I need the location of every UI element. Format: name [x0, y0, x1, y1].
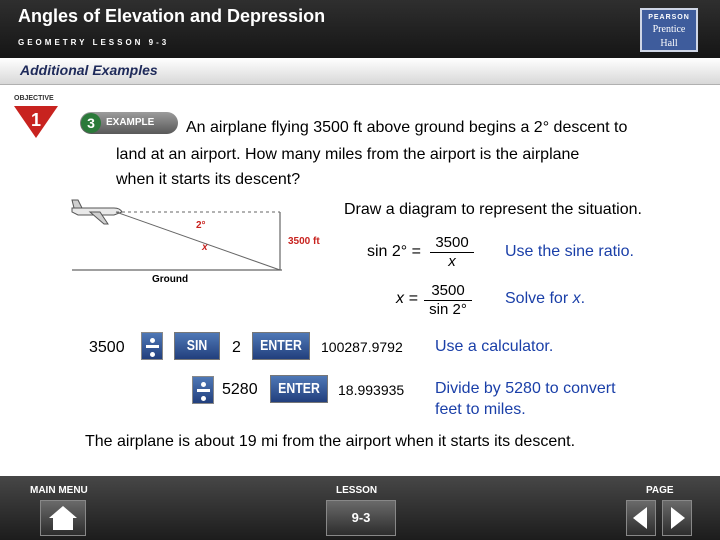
forward-arrow-icon: [663, 501, 691, 535]
divide-key-icon-2: [192, 376, 214, 404]
note-solve: [505, 290, 585, 308]
distance-label: x: [202, 242, 208, 253]
note-sine-ratio: Use the sine ratio.: [505, 243, 634, 260]
enter-key-1-label: ENTER: [260, 337, 302, 354]
note-solve-var: x: [572, 290, 581, 307]
calc-value-5280: 5280: [222, 381, 258, 398]
note-solve-suffix: .: [580, 290, 586, 307]
objective-badge: [14, 104, 58, 138]
calc-angle-2: 2: [232, 339, 241, 356]
solve-numerator: 3500: [431, 282, 465, 299]
lesson-button[interactable]: [326, 500, 396, 536]
lesson-button-label: 9-3: [351, 510, 371, 525]
sine-fraction: [430, 234, 474, 270]
sine-numerator: 3500: [435, 234, 469, 251]
next-page-button[interactable]: [662, 500, 692, 536]
ground-label: Ground: [152, 274, 189, 285]
back-arrow-icon: [627, 501, 655, 535]
home-icon: [41, 501, 85, 535]
publisher-imprint-1: Prentice: [652, 24, 686, 35]
note-calculator: Use a calculator.: [435, 338, 554, 355]
lesson-label: LESSON: [336, 485, 378, 496]
enter-key-2-label: ENTER: [278, 380, 320, 397]
divide-key-icon: [141, 332, 163, 360]
problem-line-1: An airplane flying 3500 ft above ground begins a 2° descent to: [186, 119, 628, 136]
note-convert-line-2: feet to miles.: [435, 401, 526, 418]
previous-page-button[interactable]: [626, 500, 656, 536]
step-diagram: Draw a diagram to represent the situation.: [344, 201, 642, 218]
objective-number: 1: [30, 110, 42, 130]
sine-equation-left: sin 2° =: [367, 243, 421, 260]
height-label: 3500 ft: [288, 236, 320, 247]
note-convert-line-1: Divide by 5280 to convert: [435, 380, 616, 397]
conclusion-text: The airplane is about 19 mi from the airport when it starts its descent.: [85, 433, 576, 450]
publisher-imprint-2: Hall: [660, 38, 678, 49]
objective-label: OBJECTIVE: [14, 95, 54, 102]
airplane-icon: [72, 200, 122, 224]
problem-line-2: land at an airport. How many miles from the airport is the airplane: [116, 146, 580, 163]
main-menu-button[interactable]: [40, 500, 86, 536]
note-convert: [435, 378, 616, 420]
sin-key: [174, 332, 220, 360]
descent-diagram: [64, 194, 336, 286]
lesson-subtitle: GEOMETRY LESSON 9-3: [18, 38, 170, 47]
main-menu-label: MAIN MENU: [30, 485, 88, 496]
problem-line-3: when it starts its descent?: [116, 171, 301, 188]
solve-equation-left: x =: [396, 290, 418, 307]
example-label: EXAMPLE: [106, 117, 155, 128]
solve-denominator: sin 2°: [424, 300, 472, 318]
sin-key-label: SIN: [186, 337, 208, 354]
publisher-name: PEARSON: [648, 14, 690, 21]
page-label: PAGE: [646, 485, 674, 496]
section-label: Additional Examples: [20, 62, 158, 78]
example-number: 3: [81, 113, 101, 133]
calc-result-1: 100287.9792: [321, 339, 403, 355]
page-title: Angles of Elevation and Depression: [18, 6, 326, 26]
calc-result-2: 18.993935: [338, 382, 405, 398]
note-solve-prefix: Solve for: [505, 290, 573, 307]
calc-value-3500: 3500: [89, 339, 125, 356]
enter-key-1: [252, 332, 310, 360]
solve-fraction: [424, 282, 472, 318]
angle-label: 2°: [196, 220, 206, 231]
enter-key-2: [270, 375, 328, 403]
publisher-logo: [640, 8, 698, 52]
sine-denominator: x: [430, 252, 474, 270]
